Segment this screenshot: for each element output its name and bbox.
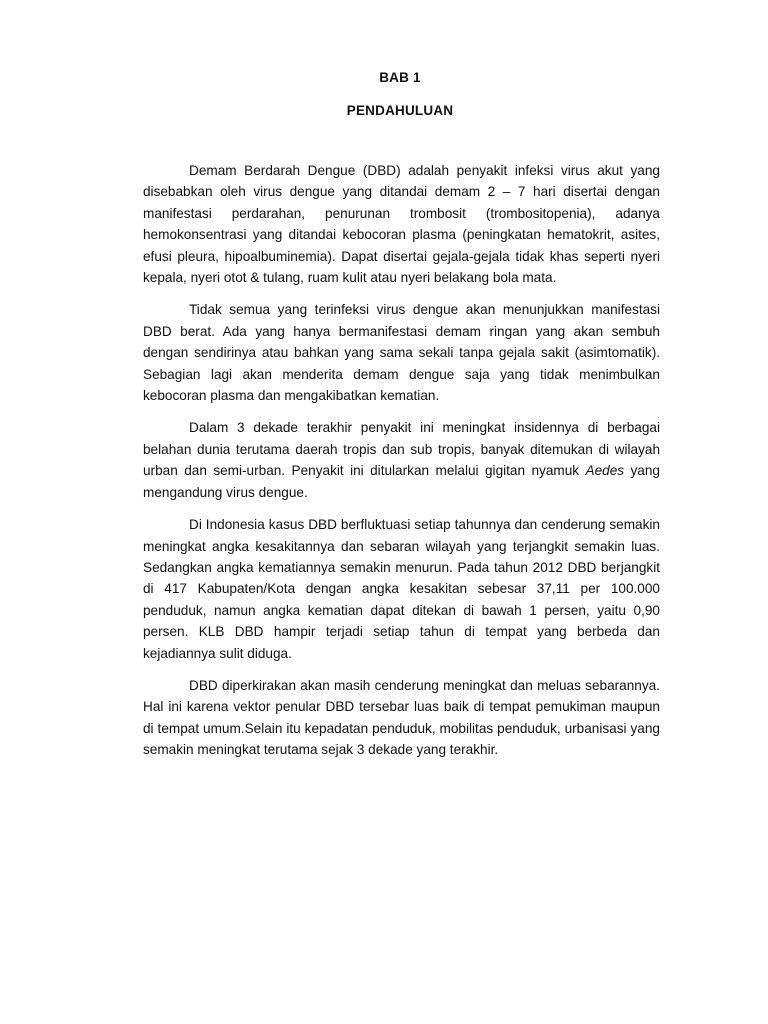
paragraph-3	[143, 417, 660, 503]
chapter-title: PENDAHULUAN	[346, 103, 454, 118]
paragraph-3-text-before: Dalam 3 dekade terakhir penyakit ini meningkat insidennya di berbagai belahan dunia terutama daerah tropis dan sub tropis, banyak ditemukan di wilayah urban dan semi-urban. Penyakit ini ditularkan melalui gigitan nyamuk	[143, 420, 660, 479]
paragraph-1: Demam Berdarah Dengue (DBD) adalah penyakit infeksi virus akut yang disebabkan oleh virus dengue yang ditandai demam 2 – 7 hari disertai dengan manifestasi perdarahan, penurunan trombosit (trombositopenia), adanya hemokonsentrasi yang ditandai kebocoran plasma (peningkatan hematokrit, asites, efusi pleura, hipoalbuminemia). Dapat disertai gejala-gejala tidak khas seperti nyeri kepala, nyeri otot & tulang, ruam kulit atau nyeri belakang bola mata.	[143, 163, 660, 286]
paragraph-3-text-after: yang mengandung virus dengue.	[143, 463, 660, 500]
body-text	[143, 160, 660, 772]
paragraph-4: Di Indonesia kasus DBD berfluktuasi setiap tahunnya dan cenderung semakin meningkat angka kesakitannya dan sebaran wilayah yang terjangkit semakin luas. Sedangkan angka kematiannya semakin menurun. Pada tahun 2012 DBD berjangkit di 417 Kabupaten/Kota dengan angka kesakitan sebesar 37,11 per 100.000 penduduk, namun angka kematian dapat ditekan di bawah 1 persen, yaitu 0,90 persen. KLB DBD hampir terjadi setiap tahun di tempat yang berbeda dan kejadiannya sulit diduga.	[143, 517, 660, 661]
paragraph-5: DBD diperkirakan akan masih cenderung meningkat dan meluas sebarannya. Hal ini karena vektor penular DBD tersebar luas baik di tempat pemukiman maupun di tempat umum.Selain itu kepadatan penduduk, mobilitas penduduk, urbanisasi yang semakin meningkat terutama sejak 3 dekade yang terakhir.	[143, 677, 660, 758]
chapter-heading: BAB 1	[379, 70, 421, 85]
italic-term-aedes: Aedes	[585, 463, 625, 479]
paragraph-2: Tidak semua yang terinfeksi virus dengue akan menunjukkan manifestasi DBD berat. Ada yang hanya bermanifestasi demam ringan yang akan sembuh dengan sendirinya atau bahkan yang sama sekali tanpa gejala sakit (asimtomatik). Sebagian lagi akan menderita demam dengue saja yang tidak menimbulkan kebocoran plasma dan mengakibatkan kematian.	[143, 302, 660, 404]
